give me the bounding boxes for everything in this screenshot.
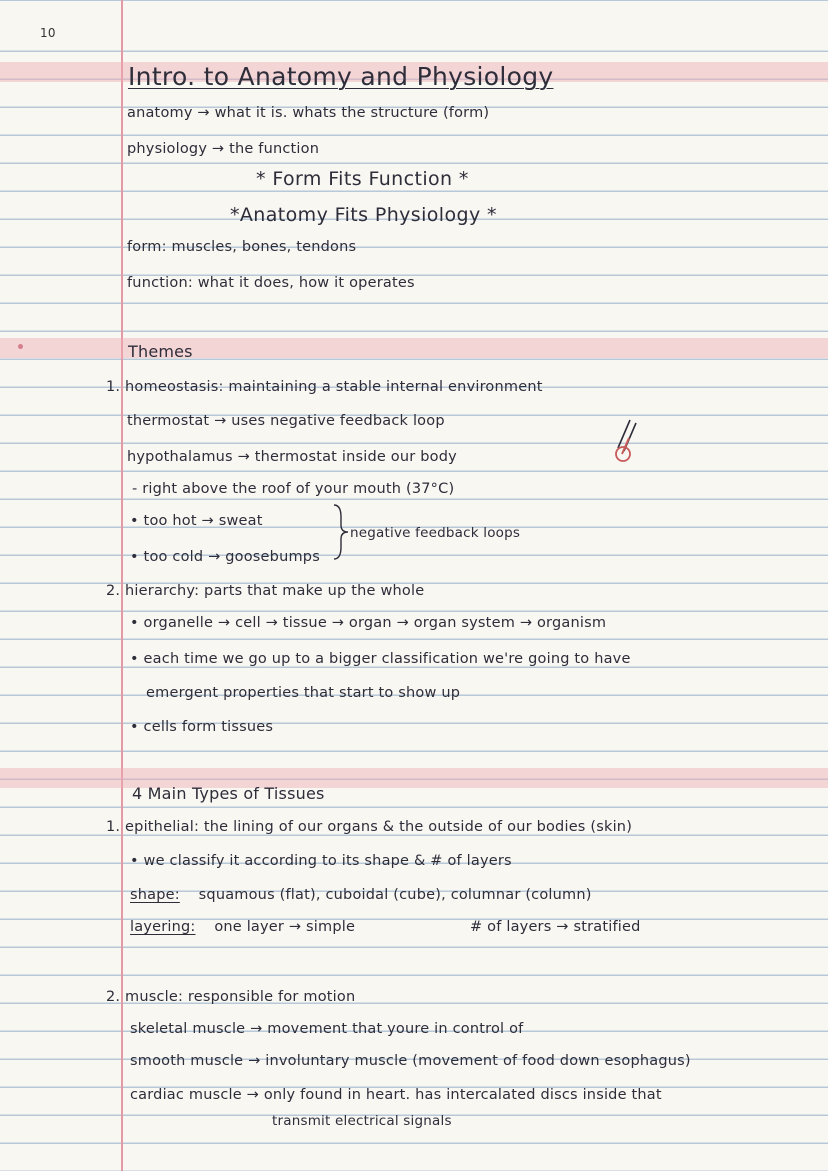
highlight-band	[0, 338, 828, 358]
shape-row	[130, 886, 592, 904]
function-definition: function: what it does, how it operates	[127, 275, 415, 291]
page-number: 10	[40, 26, 56, 40]
page-title: Intro. to Anatomy and Physiology	[128, 62, 554, 91]
hypothalamus-location: - right above the roof of your mouth (37°C)	[132, 481, 455, 497]
muscle-item: 2. muscle: responsible for motion	[106, 989, 356, 1005]
emergent-properties-line-2: emergent properties that start to show up	[146, 685, 461, 701]
homeostasis-item: 1. homeostasis: maintaining a stable internal environment	[106, 379, 543, 395]
motto-form-function: * Form Fits Function *	[256, 168, 469, 190]
thermometer-icon	[608, 418, 642, 464]
hierarchy-chain: • organelle → cell → tissue → organ → organ system → organism	[130, 615, 607, 631]
physiology-definition: physiology → the function	[127, 141, 320, 157]
skeletal-muscle: skeletal muscle → movement that youre in control of	[130, 1021, 524, 1037]
margin-dot	[18, 344, 23, 349]
anatomy-definition: anatomy → what it is. whats the structure (form)	[127, 105, 490, 121]
form-examples: form: muscles, bones, tendons	[127, 239, 357, 255]
thermostat-note: thermostat → uses negative feedback loop	[127, 413, 445, 429]
hierarchy-item: 2. hierarchy: parts that make up the whole	[106, 583, 425, 599]
too-hot-item: • too hot → sweat	[130, 513, 263, 529]
cardiac-muscle: cardiac muscle → only found in heart. has intercalated discs inside that	[130, 1087, 662, 1103]
hypothalamus-note: hypothalamus → thermostat inside our body	[127, 449, 457, 465]
emergent-properties-line-1: • each time we go up to a bigger classification we're going to have	[130, 651, 631, 667]
classify-note: • we classify it according to its shape & # of layers	[130, 853, 512, 869]
layering-stratified: # of layers → stratified	[470, 919, 641, 935]
cardiac-muscle-continued: transmit electrical signals	[272, 1113, 452, 1129]
negative-feedback-label: negative feedback loops	[350, 525, 521, 541]
motto-anatomy-physiology: *Anatomy Fits Physiology *	[230, 204, 497, 226]
shape-label: shape:	[130, 887, 180, 903]
epithelial-item: 1. epithelial: the lining of our organs & the outside of our bodies (skin)	[106, 819, 633, 835]
layering-simple: one layer → simple	[214, 919, 356, 935]
tissues-heading: 4 Main Types of Tissues	[132, 784, 325, 803]
highlight-band	[0, 768, 828, 788]
too-cold-item: • too cold → goosebumps	[130, 549, 320, 565]
layering-row	[130, 918, 355, 936]
shape-values: squamous (flat), cuboidal (cube), columnar (column)	[198, 887, 592, 903]
layering-label: layering:	[130, 919, 196, 935]
smooth-muscle: smooth muscle → involuntary muscle (movement of food down esophagus)	[130, 1053, 691, 1069]
themes-heading: Themes	[128, 342, 193, 361]
curly-brace	[332, 503, 350, 561]
cells-form-tissues: • cells form tissues	[130, 719, 274, 735]
